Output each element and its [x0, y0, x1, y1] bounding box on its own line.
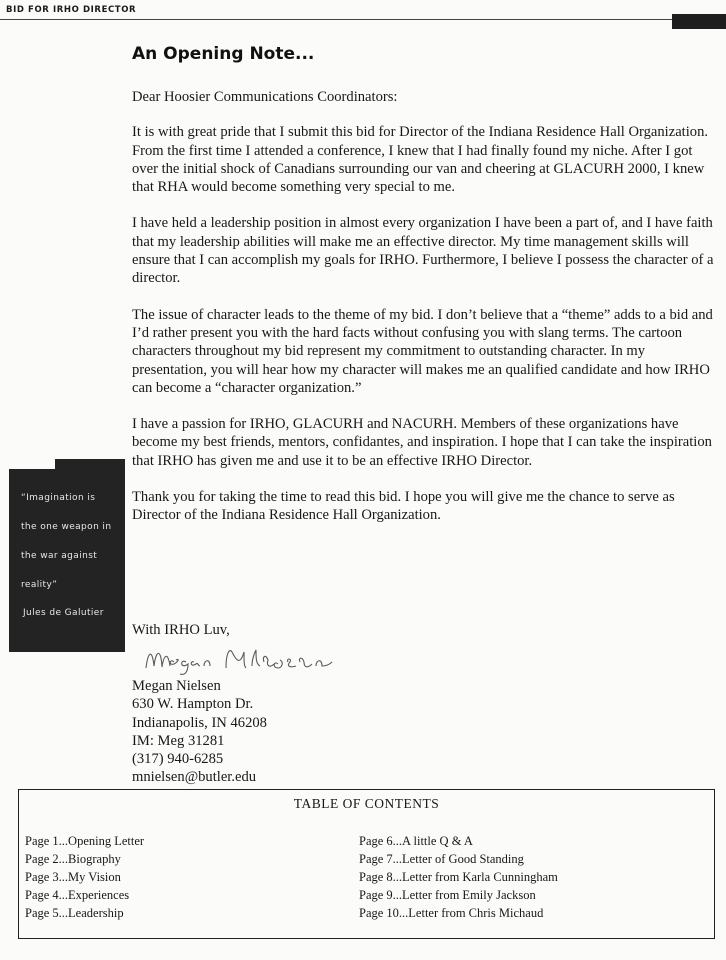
quote-line-2: the one weapon in [21, 522, 112, 532]
toc-entry: Page 8...Letter from Karla Cunningham [359, 870, 558, 884]
toc-entry: Page 10...Letter from Chris Michaud [359, 906, 544, 920]
toc-entry: Page 5...Leadership [25, 906, 124, 920]
toc-title: TABLE OF CONTENTS [293, 796, 440, 811]
closing: With IRHO Luv, [132, 622, 230, 638]
quote-box [9, 469, 125, 652]
header-bar [672, 14, 726, 29]
quote-line-3: the war against [21, 551, 98, 561]
toc-entry: Page 1...Opening Letter [25, 834, 145, 848]
page-header-label: BID FOR IRHO DIRECTOR [6, 5, 137, 15]
letter-paragraph-5: Thank you for taking the time to read this bid. I hope you will give me the chance to serve as Director of the Indiana Residence Hall Organization. [132, 489, 675, 524]
letter-paragraph-1: It is with great pride that I submit this bid for Director of the Indiana Residence Hall Organization. From the first time I attended a conference, I knew that I had finally found my niche. After I got over the initial shock of Canadians surrounding our van and cheering at GLACURH 2000, I knew that RHA would become something very special to me. [132, 124, 709, 196]
quote-author: Jules de Galutier [23, 608, 104, 618]
sender-phone: (317) 940-6285 [132, 751, 224, 768]
quote-box-tab [55, 459, 125, 469]
sender-city: Indianapolis, IN 46208 [132, 714, 267, 731]
sender-address [132, 677, 267, 787]
sender-im: IM: Meg 31281 [132, 732, 225, 749]
toc-entry: Page 2...Biography [25, 852, 121, 866]
toc-entry: Page 7...Letter of Good Standing [359, 852, 524, 866]
letter-paragraph-3: The issue of character leads to the theme of my bid. I don’t believe that a “theme” adds to a bid and I’d rather present you with the hard facts without confusing you with slang terms. The cartoon characters throughout my bid represent my commitment to outstanding character. In my presentation, you will hear how my character will makes me an qualified candidate and how IRHO can become a “character organization.” [132, 306, 713, 396]
toc-entry: Page 9...Letter from Emily Jackson [359, 888, 536, 902]
page-title: An Opening Note... [132, 44, 315, 64]
toc-entry: Page 6...A little Q & A [359, 834, 473, 848]
table-of-contents [18, 789, 715, 939]
toc-entry: Page 4...Experiences [25, 888, 130, 902]
sender-email: mnielsen@butler.edu [132, 769, 257, 786]
handwritten-signature [140, 640, 360, 676]
toc-entry: Page 3...My Vision [25, 870, 121, 884]
sender-street: 630 W. Hampton Dr. [132, 696, 254, 713]
salutation: Dear Hoosier Communications Coordinators: [132, 89, 398, 105]
letter-paragraph-2: I have held a leadership position in almost every organization I have been a part of, and I have faith that my leadership abilities will make me an effective director. My time management skills will ensure that I can accomplish my goals for IRHO. Furthermore, I believe I possess the character of a director. [132, 215, 714, 287]
letter-body [132, 88, 716, 543]
toc-right-column [359, 832, 558, 922]
quote-line-1: “Imagination is [21, 493, 96, 503]
letter-paragraph-4: I have a passion for IRHO, GLACURH and NACURH. Members of these organizations have become my best friends, mentors, confidantes, and inspiration. I hope that I can take the inspiration that IRHO has given me and use it to be an effective IRHO Director. [132, 416, 712, 469]
header-rule [0, 19, 726, 20]
sender-name: Megan Nielsen [132, 678, 221, 694]
quote-line-4: reality” [21, 580, 58, 590]
toc-left-column [25, 832, 144, 922]
